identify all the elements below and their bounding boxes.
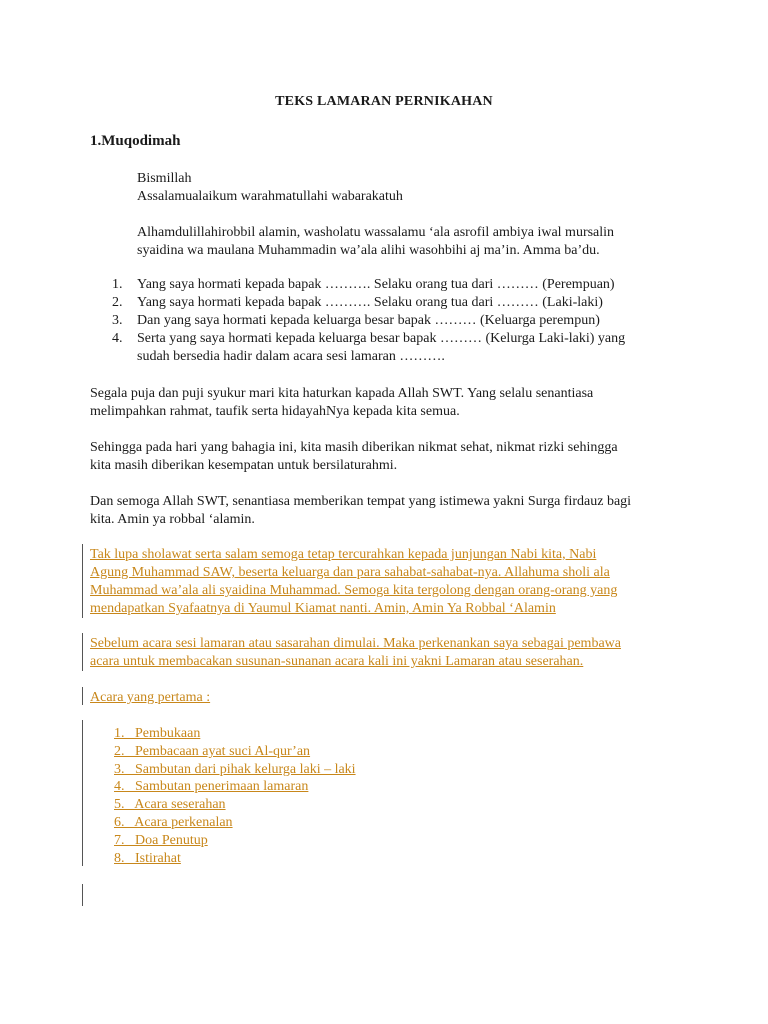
paragraph-line: Alhamdulillahirobbil alamin, washolatu wassalamu ‘ala asrofil ambiya iwal mursalin [137,225,615,240]
list-item-text: Yang saya hormati kepada bapak ………. Selaku orang tua dari ……… (Laki-laki) [137,295,603,310]
tracked-line: acara untuk membacakan susunan-sunanan acara kali ini yakni Lamaran atau seserahan. [90,654,584,669]
paragraph-nikmat [90,439,618,475]
tracked-line: Muhammad wa’ala ali syaidina Muhammad. Semoga kita tergolong dengan orang-orang yang [90,583,618,598]
list-item [90,330,625,366]
change-bar [82,544,83,618]
document-title: TEKS LAMARAN PERNIKAHAN [275,94,493,109]
list-number: 3. [112,313,123,328]
acara-pertama-label: Acara yang pertama : [90,690,211,705]
agenda-item: 8. Istirahat [114,850,181,866]
hamdalah-paragraph [137,224,614,260]
list-item-text: Yang saya hormati kepada bapak ………. Selaku orang tua dari ……… (Perempuan) [137,277,615,292]
change-bar [82,687,83,705]
intro-paragraph [90,635,621,671]
paragraph-line: kita masih diberikan kesempatan untuk bersilaturahmi. [90,458,398,473]
opening-line: Assalamualaikum warahmatullahi wabarakatuh [137,189,403,204]
paragraph-line: syaidina wa maulana Muhammadin wa’ala alihi wasohbihi aj ma’in. Amma ba’du. [137,243,600,258]
paragraph-line: melimpahkan rahmat, taufik serta hidayahNya kepada kita semua. [90,404,460,419]
list-item [90,276,625,294]
change-bar [82,720,83,866]
list-item [90,294,625,312]
list-number: 1. [112,277,123,292]
paragraph-line: Sehingga pada hari yang bahagia ini, kita masih diberikan nikmat sehat, nikmat rizki sehingga [90,440,618,455]
paragraph-line: Dan semoga Allah SWT, senantiasa memberikan tempat yang istimewa yakni Surga firdauz bagi [90,494,632,509]
list-item-text: Dan yang saya hormati kepada keluarga besar bapak ……… (Keluarga perempun) [137,313,600,328]
agenda-item: 3. Sambutan dari pihak kelurga laki – laki [114,761,356,777]
paragraph-line: kita. Amin ya robbal ‘alamin. [90,512,255,527]
list-item-text: sudah bersedia hadir dalam acara sesi lamaran ………. [137,349,445,364]
list-item-text: Serta yang saya hormati kepada keluarga besar bapak ……… (Kelurga Laki-laki) yang [137,331,626,346]
agenda-item: 2. Pembacaan ayat suci Al-qur’an [114,743,311,759]
agenda-item: 7. Doa Penutup [114,832,208,848]
tracked-line: Sebelum acara sesi lamaran atau sasarahan dimulai. Maka perkenankan saya sebagai pembawa [90,636,621,651]
agenda-list [114,725,356,867]
tracked-line: Tak lupa sholawat serta salam semoga tetap tercurahkan kepada junjungan Nabi kita, Nabi [90,547,597,562]
agenda-item: 6. Acara perkenalan [114,814,233,830]
greetings-list [90,276,625,366]
paragraph-puja [90,385,593,421]
agenda-item: 5. Acara seserahan [114,797,226,813]
change-bar [82,633,83,671]
agenda-item: 1. Pembukaan [114,726,201,741]
sholawat-paragraph [90,546,617,618]
agenda-item: 4. Sambutan penerimaan lamaran [114,779,309,795]
opening-greeting [137,170,403,206]
change-bar [82,884,83,906]
tracked-line: Agung Muhammad SAW, beserta keluarga dan para sahabat-sahabat-nya. Allahuma sholi ala [90,565,610,580]
list-number: 2. [112,295,123,310]
list-item [90,312,625,330]
paragraph-line: Segala puja dan puji syukur mari kita haturkan kapada Allah SWT. Yang selalu senantiasa [90,386,594,401]
opening-line: Bismillah [137,171,192,186]
paragraph-doa [90,493,631,529]
list-number: 4. [112,331,123,346]
tracked-line: mendapatkan Syafaatnya di Yaumul Kiamat nanti. Amin, Amin Ya Robbal ‘Alamin [90,601,556,616]
section-heading-muqodimah: 1.Muqodimah [90,133,181,149]
